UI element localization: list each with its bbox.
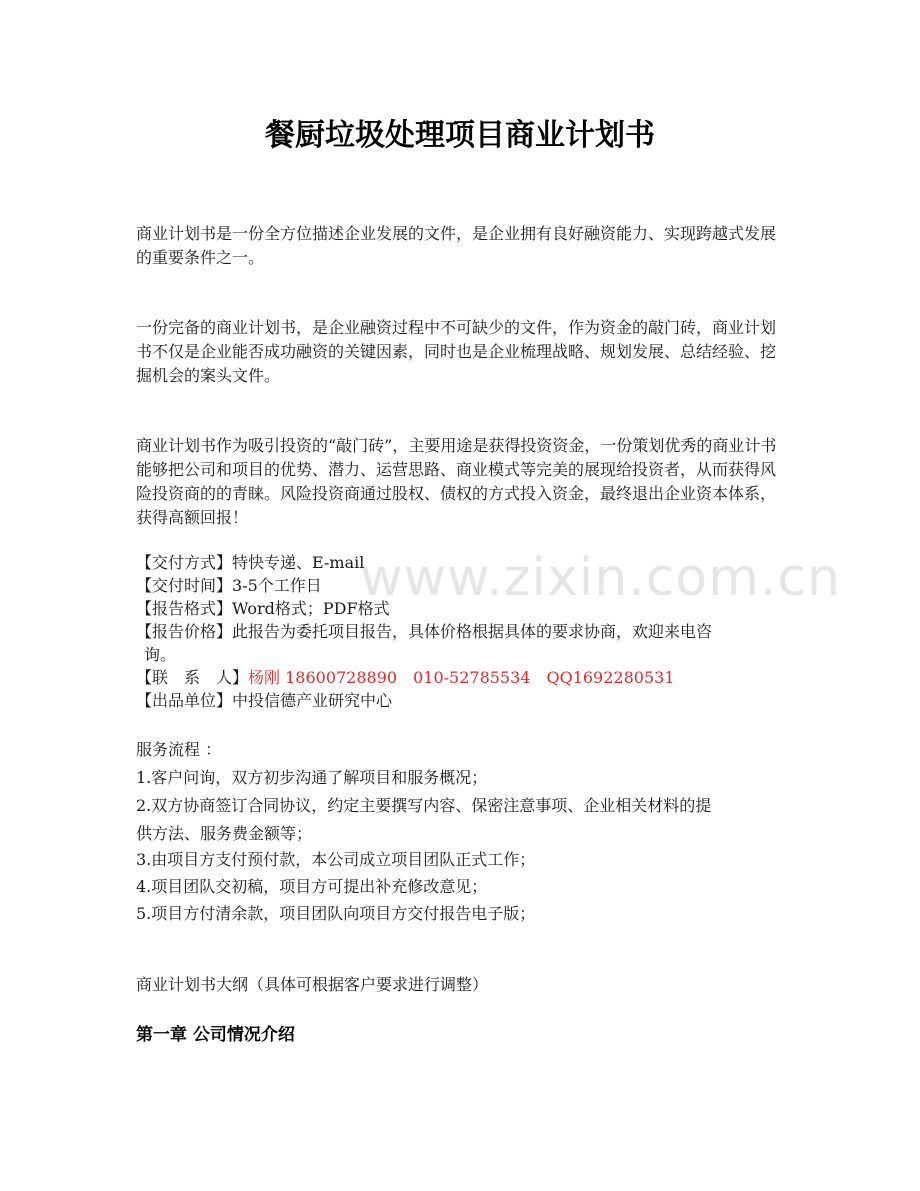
intro-paragraph-3: 商业计划书作为吸引投资的“敲门砖”，主要用途是获得投资资金，一份策划优秀的商业计书能够把公司和项目的优势、潜力、运营思路、商业模式等完美的展现给投资者，从而获得风险投资商的的青睐。风险投资商通过股权、债权的方式投入资金，最终退出企业资本体系，获得高额回报！ (136, 436, 777, 527)
report-price-value-cont: 询。 (144, 645, 177, 664)
publisher-label: 【出品单位】 (136, 691, 233, 710)
watermark: www.zixin.com.cn (360, 548, 841, 608)
info-delivery-time (136, 574, 796, 598)
delivery-time-label: 【交付时间】 (136, 576, 233, 595)
delivery-method-label: 【交付方式】 (136, 553, 233, 572)
service-title: 服务流程 ： (136, 740, 222, 759)
report-format-label: 【报告格式】 (136, 599, 233, 618)
service-step-1: 1.客户问询，双方初步沟通了解项目和服务概况； (136, 768, 488, 787)
info-delivery-method (136, 551, 796, 575)
service-step-3: 3.由项目方支付预付款，本公司成立项目团队正式工作； (136, 850, 536, 869)
document-title: 餐厨垃圾处理项目商业计划书 (265, 118, 655, 153)
report-price-label: 【报告价格】 (136, 622, 233, 641)
service-step-4: 4.项目团队交初稿，项目方可提出补充修改意见； (136, 877, 488, 896)
info-report-price-cont (136, 643, 796, 667)
service-step-5: 5.项目方付清余款，项目团队向项目方交付报告电子版； (136, 904, 536, 923)
report-price-value: 此报告为委托项目报告，具体价格根据具体的要求协商，欢迎来电咨 (232, 622, 713, 641)
info-report-price (136, 620, 796, 644)
service-step-2-cont: 供方法、服务费金额等； (136, 824, 313, 843)
intro-paragraph-2: 一份完备的商业计划书，是企业融资过程中不可缺少的文件，作为资金的敲门砖，商业计划书不仅是企业能否成功融资的关键因素，同时也是企业梳理战略、规划发展、总结经验、挖掘机会的案头文件。 (136, 318, 777, 385)
delivery-method-value: 特快专递、E-mail (232, 553, 365, 572)
publisher-value: 中投信德产业研究中心 (232, 691, 393, 710)
info-report-format (136, 597, 796, 621)
info-publisher (136, 689, 796, 713)
report-format-value: Word格式；PDF格式 (232, 599, 390, 618)
service-step-2: 2.双方协商签订合同协议，约定主要撰写内容、保密注意事项、企业相关材料的提 (136, 796, 712, 815)
outline-intro: 商业计划书大纲（具体可根据客户要求进行调整） (136, 975, 489, 994)
delivery-time-value: 3-5个工作日 (232, 576, 322, 595)
contact-label: 【联 系 人】 (136, 668, 249, 687)
contact-value: 杨刚 18600728890 010-52785534 QQ1692280531 (248, 668, 675, 687)
intro-paragraph-1: 商业计划书是一份全方位描述企业发展的文件，是企业拥有良好融资能力、实现跨越式发展的重要条件之一。 (136, 224, 777, 267)
chapter-1-heading: 第一章 公司情况介绍 (136, 1025, 295, 1045)
info-contact (136, 666, 796, 690)
